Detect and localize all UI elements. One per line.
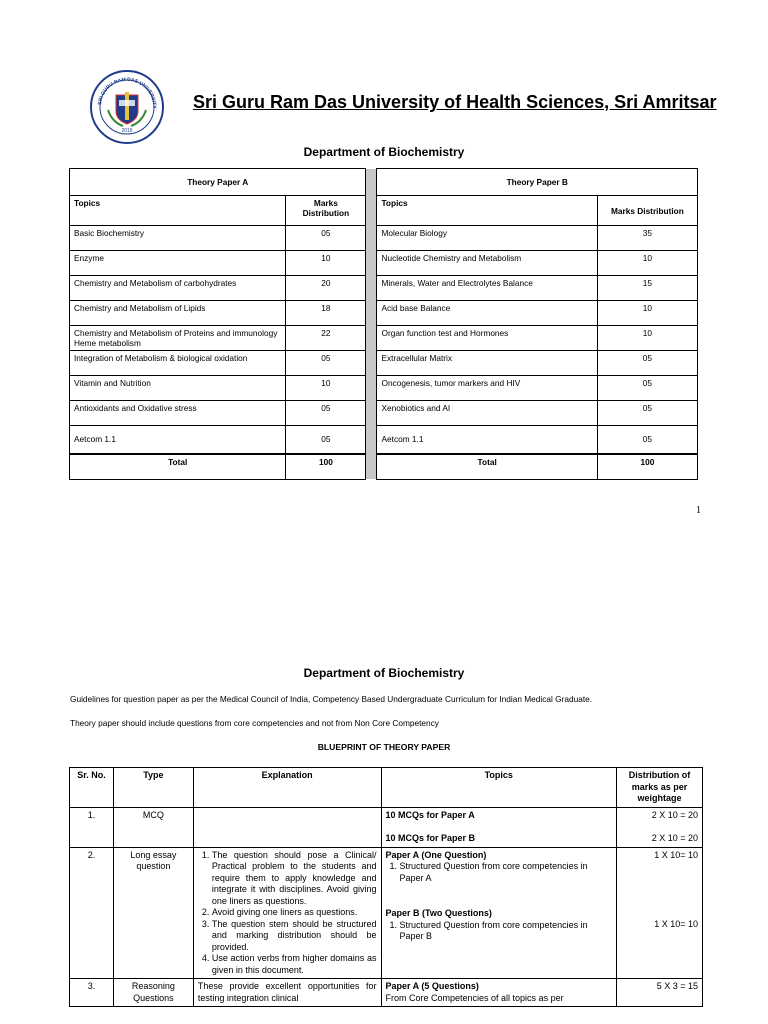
logo-year: 2016 — [121, 128, 133, 134]
marks-b: 10 — [597, 326, 697, 351]
marks-a: 22 — [286, 326, 366, 351]
blueprint-table — [69, 767, 703, 1007]
blueprint-header-row — [70, 768, 703, 808]
column-header-row — [70, 196, 698, 226]
total-value-b: 100 — [597, 454, 697, 480]
topics-header: Topics — [381, 768, 617, 808]
university-logo — [90, 70, 164, 144]
topics-header-b: Topics — [377, 196, 597, 226]
table-row — [70, 226, 698, 251]
topic-a: Basic Biochemistry — [70, 226, 286, 251]
paper-b-label: Paper B (Two Questions) — [385, 908, 492, 918]
distribution-cell — [617, 847, 703, 979]
essay-dist-b: 1 X 10= 10 — [654, 919, 698, 929]
marks-b: 05 — [597, 426, 697, 454]
paper-header-row — [70, 169, 698, 196]
topic-b: Organ function test and Hormones — [377, 326, 597, 351]
srno-cell: 2. — [70, 847, 114, 979]
srno-header: Sr. No. — [70, 768, 114, 808]
department-heading: Department of Biochemistry — [303, 145, 465, 159]
blueprint-title: BLUEPRINT OF THEORY PAPER — [317, 742, 451, 752]
explanation-header: Explanation — [193, 768, 381, 808]
marks-b: 05 — [597, 376, 697, 401]
mcq-dist-b: 2 X 10 = 20 — [651, 833, 698, 843]
paper-b-item: 1. Structured Question from core competencies in Paper B — [400, 920, 613, 943]
department-heading-2: Department of Biochemistry — [303, 666, 465, 680]
explanation-cell — [193, 847, 381, 979]
explanation-item: 3. The question stem should be structured and marking distribution should be provided. — [212, 919, 377, 954]
topic-b: Acid base Balance — [377, 301, 597, 326]
topics-cell — [381, 807, 617, 847]
topic-a: Vitamin and Nutrition — [70, 376, 286, 401]
marks-b: 10 — [597, 251, 697, 276]
topics-cell — [381, 979, 617, 1007]
table-row — [70, 401, 698, 426]
paper-a-label: Paper A (One Question) — [385, 849, 487, 860]
topic-a: Integration of Metabolism & biological oxidation — [70, 351, 286, 376]
distribution-header: Distribution of marks as per weightage — [617, 768, 703, 808]
topic-a: Chemistry and Metabolism of carbohydrates — [70, 276, 286, 301]
topic-b: Minerals, Water and Electrolytes Balance — [377, 276, 597, 301]
total-value-a: 100 — [286, 454, 366, 480]
blueprint-row-mcq — [70, 807, 703, 847]
explanation-item: 2. Avoid giving one liners as questions. — [212, 907, 377, 919]
table-row — [70, 276, 698, 301]
marks-header-b: Marks Distribution — [597, 196, 697, 226]
topics-cell — [381, 847, 617, 979]
logo-text: SRI GURU RAM DAS UNIVERSITY — [97, 76, 158, 109]
total-label-a: Total — [70, 454, 286, 480]
marks-a: 10 — [286, 251, 366, 276]
marks-b: 35 — [597, 226, 697, 251]
distribution-cell: 5 X 3 = 15 — [617, 979, 703, 1007]
topic-b: Oncogenesis, tumor markers and HIV — [377, 376, 597, 401]
table-row — [70, 426, 698, 454]
table-row — [70, 351, 698, 376]
blueprint-row-long-essay — [70, 847, 703, 979]
university-title: Sri Guru Ram Das University of Health Sciences, Sri Amritsar — [193, 92, 717, 112]
marks-a: 18 — [286, 301, 366, 326]
topic-b: Xenobiotics and AI — [377, 401, 597, 426]
essay-dist-a: 1 X 10= 10 — [654, 849, 698, 860]
explanation-cell: These provide excellent opportunities for testing integration clinical — [193, 979, 381, 1007]
paper-a-label: Paper A (5 Questions) — [385, 981, 479, 991]
table-row — [70, 301, 698, 326]
marks-header-a: Marks Distribution — [286, 196, 366, 226]
table-row — [70, 326, 698, 351]
paper-b-title: Theory Paper B — [377, 169, 698, 196]
marks-a: 05 — [286, 401, 366, 426]
marks-a: 05 — [286, 426, 366, 454]
page-number: 1 — [696, 505, 701, 516]
explanation-item: 4. Use action verbs from higher domains as given in this document. — [212, 953, 377, 976]
total-row — [70, 454, 698, 480]
marks-b: 15 — [597, 276, 697, 301]
type-cell: Long essay question — [113, 847, 193, 979]
topic-a: Chemistry and Metabolism of Proteins and immunology Heme metabolism — [70, 326, 286, 351]
topic-a: Chemistry and Metabolism of Lipids — [70, 301, 286, 326]
type-cell: MCQ — [113, 807, 193, 847]
table-row — [70, 376, 698, 401]
paper-a-item: 1. Structured Question from core competencies in Paper A — [400, 861, 613, 884]
topic-a: Aetcom 1.1 — [70, 426, 286, 454]
mcq-paper-a: 10 MCQs for Paper A — [385, 809, 475, 820]
explanation-item: 1. The question should pose a Clinical/ Practical problem to the students and require them to apply knowledge and integrate it with disciplines. Avoid giving one liners as questions. — [212, 850, 377, 908]
total-label-b: Total — [377, 454, 597, 480]
blueprint-row-reasoning — [70, 979, 703, 1007]
table-row — [70, 251, 698, 276]
topic-b: Molecular Biology — [377, 226, 597, 251]
marks-b: 05 — [597, 401, 697, 426]
srno-cell: 1. — [70, 807, 114, 847]
paper-a-line: From Core Competencies of all topics as per — [385, 992, 564, 1003]
topic-a: Enzyme — [70, 251, 286, 276]
topic-b: Aetcom 1.1 — [377, 426, 597, 454]
marks-a: 05 — [286, 226, 366, 251]
topics-header-a: Topics — [70, 196, 286, 226]
marks-a: 05 — [286, 351, 366, 376]
distribution-cell — [617, 807, 703, 847]
topic-b: Extracellular Matrix — [377, 351, 597, 376]
column-separator — [366, 169, 377, 480]
type-header: Type — [113, 768, 193, 808]
topic-a: Antioxidants and Oxidative stress — [70, 401, 286, 426]
explanation-cell — [193, 807, 381, 847]
srno-cell: 3. — [70, 979, 114, 1007]
marks-distribution-table — [69, 168, 698, 480]
type-cell: Reasoning Questions — [113, 979, 193, 1007]
paper-a-title: Theory Paper A — [70, 169, 366, 196]
topic-b: Nucleotide Chemistry and Metabolism — [377, 251, 597, 276]
marks-b: 05 — [597, 351, 697, 376]
guideline-text-2: Theory paper should include questions from core competencies and not from Non Core Competency — [70, 718, 439, 728]
marks-a: 10 — [286, 376, 366, 401]
guideline-text-1: Guidelines for question paper as per the Medical Council of India, Competency Based Undergraduate Curriculum for Indian Medical Graduate. — [70, 694, 593, 704]
mcq-dist-a: 2 X 10 = 20 — [651, 809, 698, 820]
marks-b: 10 — [597, 301, 697, 326]
marks-a: 20 — [286, 276, 366, 301]
mcq-paper-b: 10 MCQs for Paper B — [385, 833, 476, 843]
